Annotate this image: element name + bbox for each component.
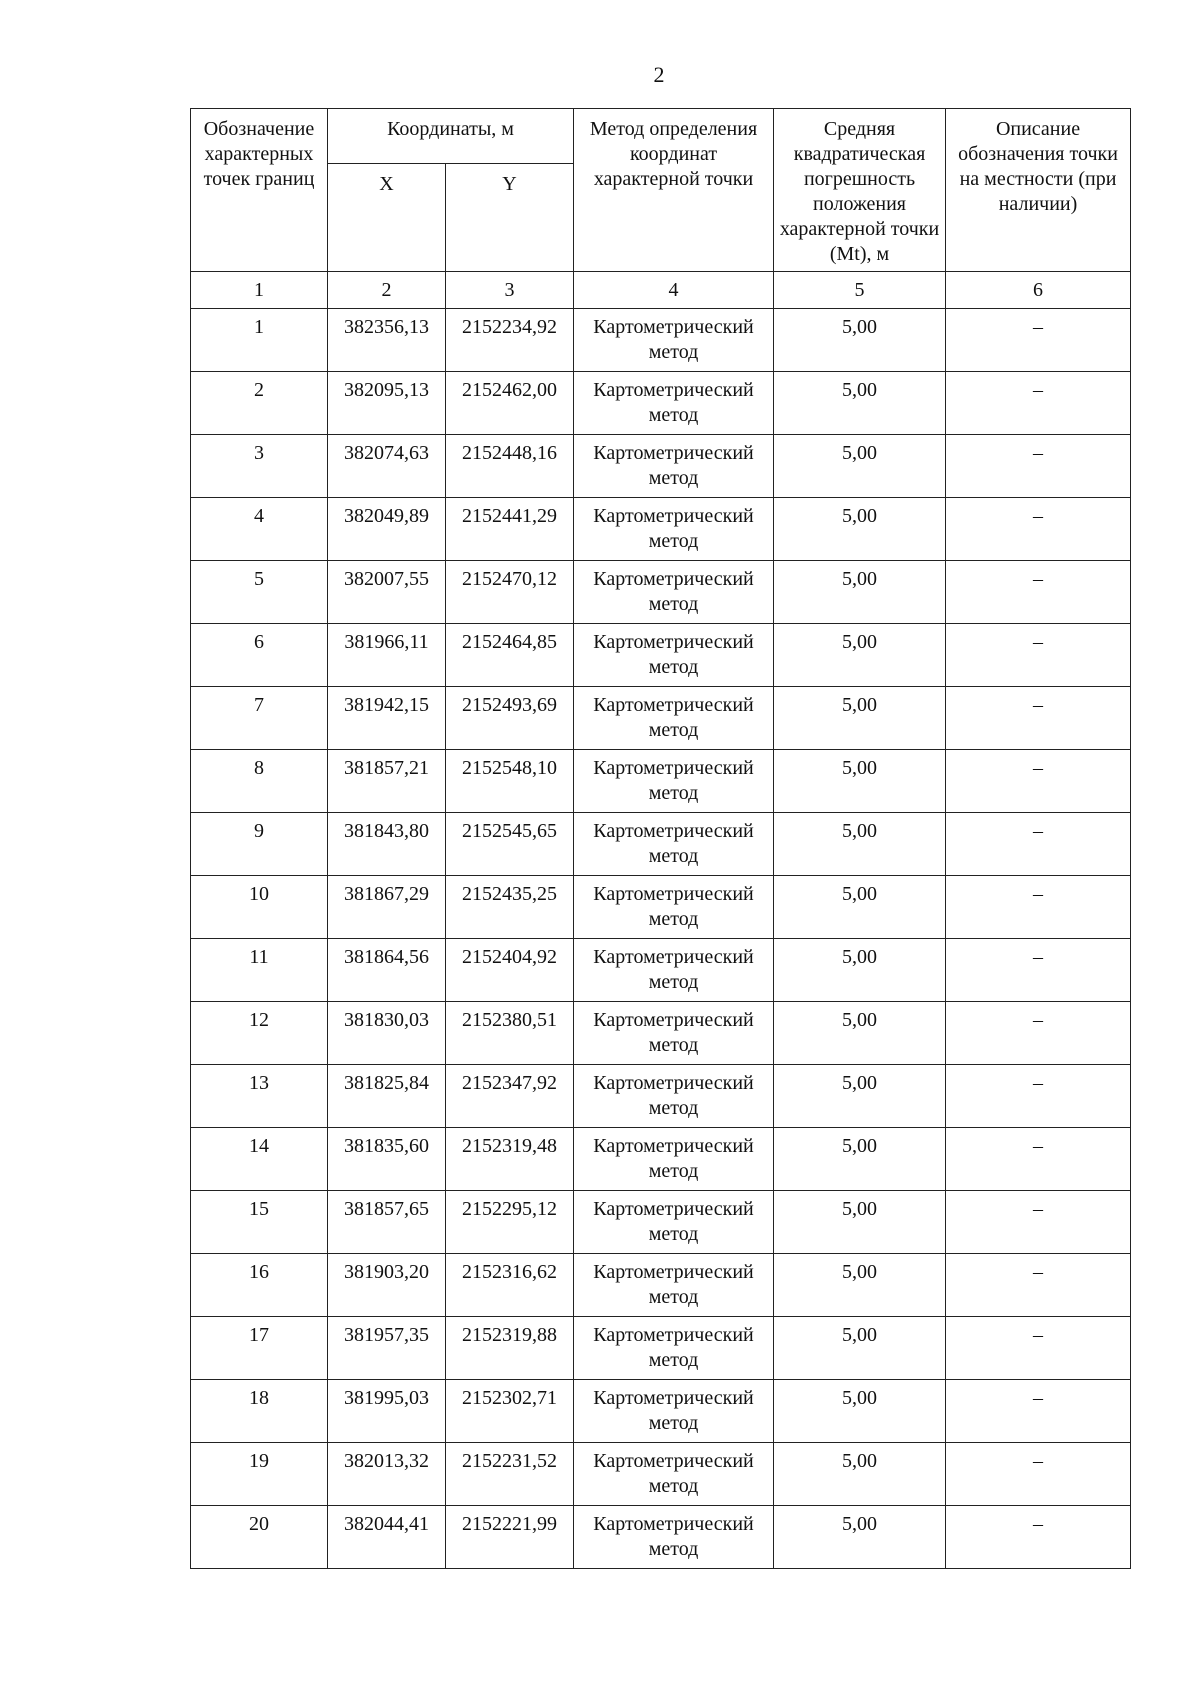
error-cell: 5,00	[774, 1317, 946, 1380]
column-number: 6	[946, 272, 1131, 309]
description-cell: –	[946, 1380, 1131, 1443]
y-coordinate-cell: 2152435,25	[446, 876, 574, 939]
table-row	[191, 939, 1131, 1002]
point-id-cell: 8	[191, 750, 328, 813]
error-cell: 5,00	[774, 435, 946, 498]
description-cell: –	[946, 876, 1131, 939]
table-row	[191, 1191, 1131, 1254]
point-id-cell: 7	[191, 687, 328, 750]
error-cell: 5,00	[774, 876, 946, 939]
error-cell: 5,00	[774, 624, 946, 687]
x-coordinate-cell: 382049,89	[328, 498, 446, 561]
description-cell: –	[946, 309, 1131, 372]
error-cell: 5,00	[774, 1191, 946, 1254]
method-cell: Картометрический метод	[574, 1128, 774, 1191]
error-cell: 5,00	[774, 1380, 946, 1443]
description-cell: –	[946, 1254, 1131, 1317]
table-row	[191, 750, 1131, 813]
point-id-cell: 11	[191, 939, 328, 1002]
description-cell: –	[946, 498, 1131, 561]
description-cell: –	[946, 435, 1131, 498]
description-cell: –	[946, 1443, 1131, 1506]
y-coordinate-cell: 2152404,92	[446, 939, 574, 1002]
table-row	[191, 813, 1131, 876]
method-cell: Картометрический метод	[574, 750, 774, 813]
page-number: 2	[653, 62, 665, 87]
header-point-designation: Обозначение характерных точек границ	[191, 109, 328, 272]
point-id-cell: 16	[191, 1254, 328, 1317]
column-number: 1	[191, 272, 328, 309]
table-row	[191, 624, 1131, 687]
method-cell: Картометрический метод	[574, 1443, 774, 1506]
point-id-cell: 1	[191, 309, 328, 372]
y-coordinate-cell: 2152302,71	[446, 1380, 574, 1443]
description-cell: –	[946, 561, 1131, 624]
header-x: X	[328, 164, 446, 272]
x-coordinate-cell: 381857,21	[328, 750, 446, 813]
x-coordinate-cell: 382074,63	[328, 435, 446, 498]
method-cell: Картометрический метод	[574, 309, 774, 372]
description-cell: –	[946, 1191, 1131, 1254]
point-id-cell: 10	[191, 876, 328, 939]
x-coordinate-cell: 381995,03	[328, 1380, 446, 1443]
x-coordinate-cell: 382007,55	[328, 561, 446, 624]
error-cell: 5,00	[774, 1254, 946, 1317]
y-coordinate-cell: 2152316,62	[446, 1254, 574, 1317]
table-row	[191, 372, 1131, 435]
x-coordinate-cell: 381825,84	[328, 1065, 446, 1128]
method-cell: Картометрический метод	[574, 939, 774, 1002]
point-id-cell: 13	[191, 1065, 328, 1128]
method-cell: Картометрический метод	[574, 372, 774, 435]
header-mean-square-error: Средняя квадратическая погрешность положения характерной точки (Mt), м	[774, 109, 946, 272]
table-row	[191, 1065, 1131, 1128]
method-cell: Картометрический метод	[574, 561, 774, 624]
table-header	[191, 109, 1131, 309]
x-coordinate-cell: 382013,32	[328, 1443, 446, 1506]
method-cell: Картометрический метод	[574, 876, 774, 939]
table-row	[191, 1254, 1131, 1317]
x-coordinate-cell: 382356,13	[328, 309, 446, 372]
error-cell: 5,00	[774, 939, 946, 1002]
table-body	[191, 309, 1131, 1569]
column-number: 5	[774, 272, 946, 309]
y-coordinate-cell: 2152441,29	[446, 498, 574, 561]
header-coordinates: Координаты, м	[328, 109, 574, 164]
point-id-cell: 3	[191, 435, 328, 498]
point-id-cell: 17	[191, 1317, 328, 1380]
error-cell: 5,00	[774, 687, 946, 750]
description-cell: –	[946, 624, 1131, 687]
error-cell: 5,00	[774, 1128, 946, 1191]
point-id-cell: 14	[191, 1128, 328, 1191]
error-cell: 5,00	[774, 1065, 946, 1128]
column-number: 2	[328, 272, 446, 309]
description-cell: –	[946, 687, 1131, 750]
method-cell: Картометрический метод	[574, 498, 774, 561]
y-coordinate-cell: 2152448,16	[446, 435, 574, 498]
error-cell: 5,00	[774, 309, 946, 372]
table-row	[191, 1002, 1131, 1065]
y-coordinate-cell: 2152319,88	[446, 1317, 574, 1380]
point-id-cell: 4	[191, 498, 328, 561]
y-coordinate-cell: 2152545,65	[446, 813, 574, 876]
description-cell: –	[946, 750, 1131, 813]
method-cell: Картометрический метод	[574, 624, 774, 687]
table-row	[191, 1443, 1131, 1506]
method-cell: Картометрический метод	[574, 1002, 774, 1065]
method-cell: Картометрический метод	[574, 1380, 774, 1443]
point-id-cell: 15	[191, 1191, 328, 1254]
x-coordinate-cell: 381835,60	[328, 1128, 446, 1191]
method-cell: Картометрический метод	[574, 1065, 774, 1128]
description-cell: –	[946, 1128, 1131, 1191]
y-coordinate-cell: 2152462,00	[446, 372, 574, 435]
point-id-cell: 20	[191, 1506, 328, 1569]
table-row	[191, 1506, 1131, 1569]
x-coordinate-cell: 382095,13	[328, 372, 446, 435]
point-id-cell: 18	[191, 1380, 328, 1443]
error-cell: 5,00	[774, 750, 946, 813]
error-cell: 5,00	[774, 1443, 946, 1506]
error-cell: 5,00	[774, 561, 946, 624]
y-coordinate-cell: 2152470,12	[446, 561, 574, 624]
table-row	[191, 876, 1131, 939]
table-row	[191, 1380, 1131, 1443]
x-coordinate-cell: 381864,56	[328, 939, 446, 1002]
column-number: 3	[446, 272, 574, 309]
method-cell: Картометрический метод	[574, 1254, 774, 1317]
boundary-points-table	[190, 108, 1131, 1569]
table-row	[191, 687, 1131, 750]
y-coordinate-cell: 2152347,92	[446, 1065, 574, 1128]
y-coordinate-cell: 2152380,51	[446, 1002, 574, 1065]
x-coordinate-cell: 381903,20	[328, 1254, 446, 1317]
method-cell: Картометрический метод	[574, 435, 774, 498]
description-cell: –	[946, 1002, 1131, 1065]
method-cell: Картометрический метод	[574, 1191, 774, 1254]
y-coordinate-cell: 2152548,10	[446, 750, 574, 813]
description-cell: –	[946, 1317, 1131, 1380]
description-cell: –	[946, 939, 1131, 1002]
method-cell: Картометрический метод	[574, 1317, 774, 1380]
description-cell: –	[946, 813, 1131, 876]
x-coordinate-cell: 381843,80	[328, 813, 446, 876]
point-id-cell: 5	[191, 561, 328, 624]
table-row	[191, 309, 1131, 372]
column-numbers-row	[191, 272, 1131, 309]
x-coordinate-cell: 382044,41	[328, 1506, 446, 1569]
error-cell: 5,00	[774, 1506, 946, 1569]
y-coordinate-cell: 2152234,92	[446, 309, 574, 372]
header-y: Y	[446, 164, 574, 272]
y-coordinate-cell: 2152295,12	[446, 1191, 574, 1254]
description-cell: –	[946, 372, 1131, 435]
table-row	[191, 498, 1131, 561]
method-cell: Картометрический метод	[574, 1506, 774, 1569]
y-coordinate-cell: 2152231,52	[446, 1443, 574, 1506]
error-cell: 5,00	[774, 1002, 946, 1065]
header-description: Описание обозначения точки на местности (при наличии)	[946, 109, 1131, 272]
point-id-cell: 2	[191, 372, 328, 435]
point-id-cell: 9	[191, 813, 328, 876]
x-coordinate-cell: 381857,65	[328, 1191, 446, 1254]
x-coordinate-cell: 381957,35	[328, 1317, 446, 1380]
x-coordinate-cell: 381942,15	[328, 687, 446, 750]
x-coordinate-cell: 381830,03	[328, 1002, 446, 1065]
table-row	[191, 1128, 1131, 1191]
table-row	[191, 561, 1131, 624]
error-cell: 5,00	[774, 813, 946, 876]
y-coordinate-cell: 2152464,85	[446, 624, 574, 687]
point-id-cell: 6	[191, 624, 328, 687]
error-cell: 5,00	[774, 498, 946, 561]
x-coordinate-cell: 381867,29	[328, 876, 446, 939]
error-cell: 5,00	[774, 372, 946, 435]
table-row	[191, 1317, 1131, 1380]
point-id-cell: 19	[191, 1443, 328, 1506]
method-cell: Картометрический метод	[574, 813, 774, 876]
header-method: Метод определения координат характерной точки	[574, 109, 774, 272]
y-coordinate-cell: 2152493,69	[446, 687, 574, 750]
method-cell: Картометрический метод	[574, 687, 774, 750]
point-id-cell: 12	[191, 1002, 328, 1065]
x-coordinate-cell: 381966,11	[328, 624, 446, 687]
description-cell: –	[946, 1506, 1131, 1569]
description-cell: –	[946, 1065, 1131, 1128]
y-coordinate-cell: 2152221,99	[446, 1506, 574, 1569]
table-row	[191, 435, 1131, 498]
y-coordinate-cell: 2152319,48	[446, 1128, 574, 1191]
column-number: 4	[574, 272, 774, 309]
